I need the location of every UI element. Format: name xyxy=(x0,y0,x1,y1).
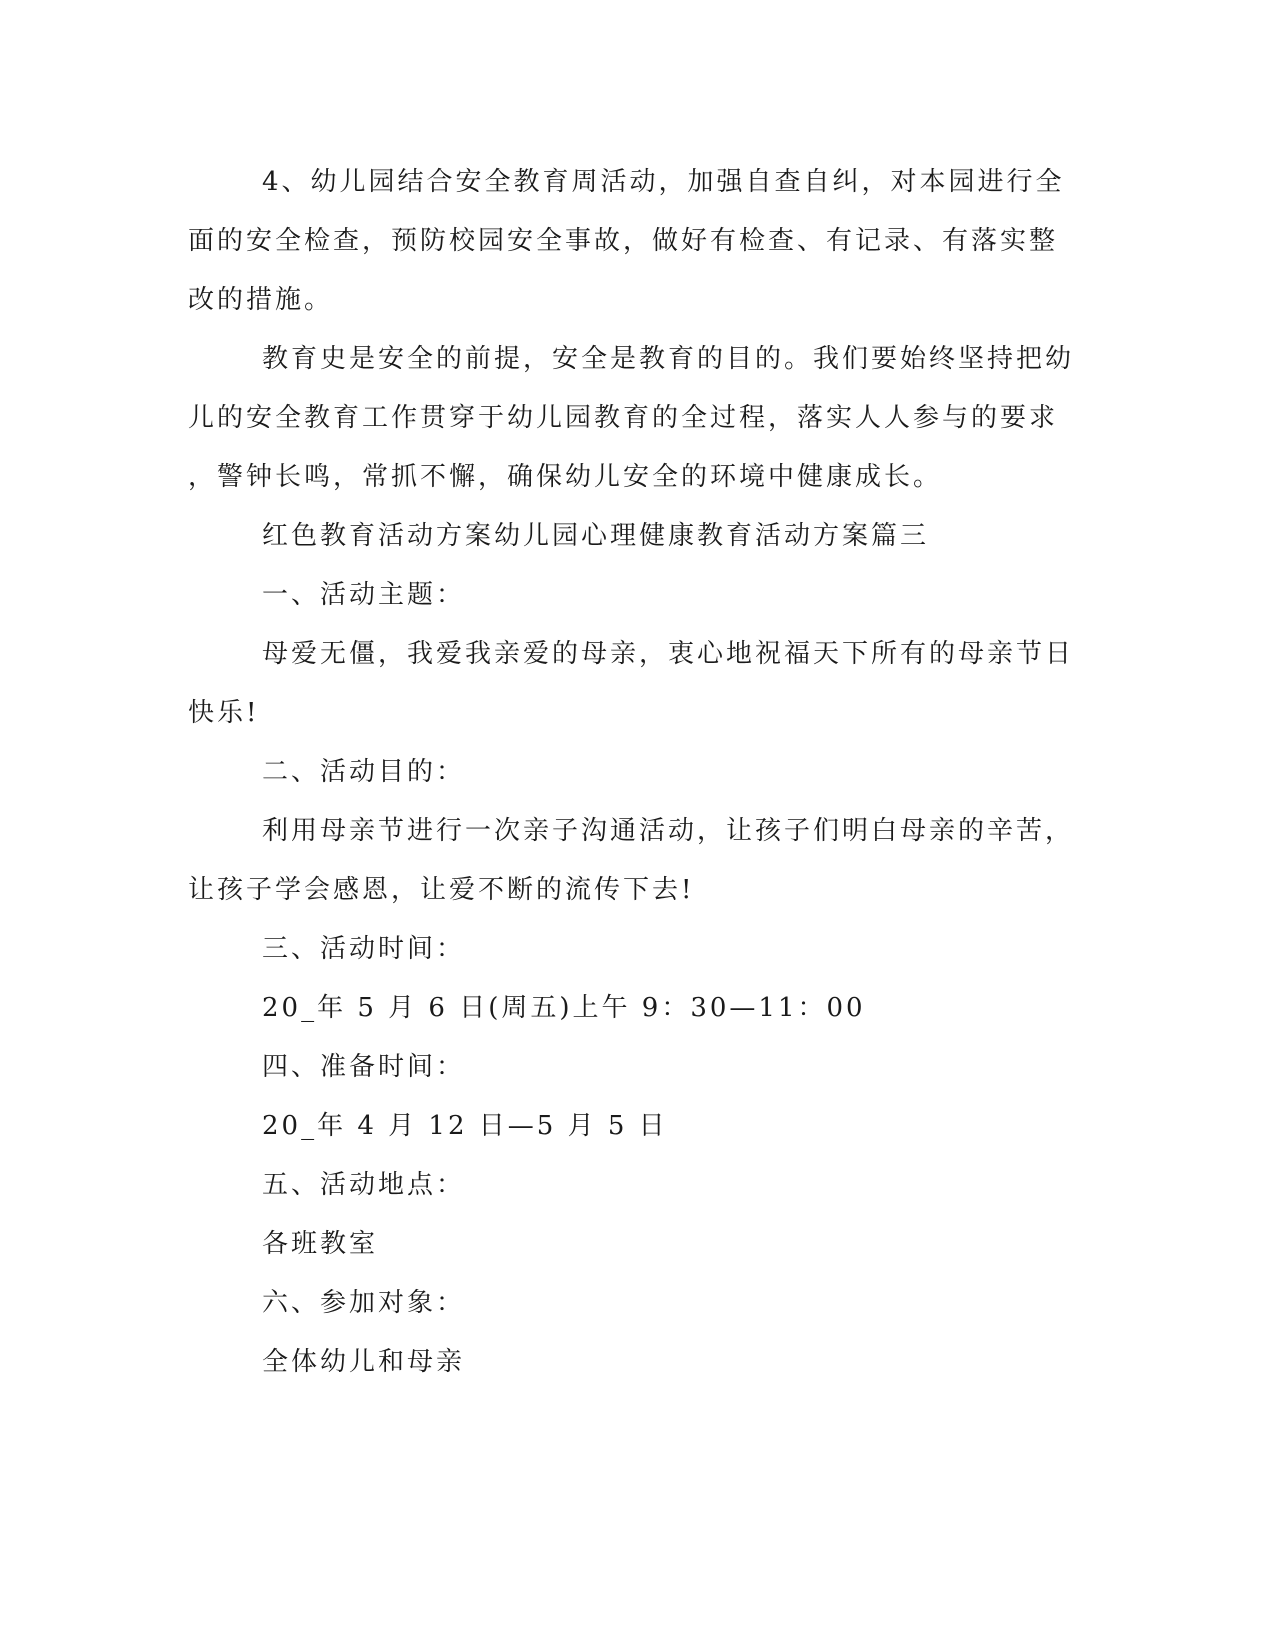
section-title: 红色教育活动方案幼儿园心理健康教育活动方案篇三 xyxy=(262,521,930,551)
time-text: 20_年 5 月 6 日(周五)上午 9：30—11：00 xyxy=(262,993,866,1023)
participants-text: 全体幼儿和母亲 xyxy=(262,1347,466,1377)
prep-time-text: 20_年 4 月 12 日—5 月 5 日 xyxy=(262,1111,668,1141)
paragraph-2-line-2: 儿的安全教育工作贯穿于幼儿园教育的全过程，落实人人参与的要求 xyxy=(188,403,1059,433)
heading-time: 三、活动时间： xyxy=(262,934,466,964)
paragraph-1-line-2: 面的安全检查，预防校园安全事故，做好有检查、有记录、有落实整 xyxy=(188,226,1059,256)
heading-theme: 一、活动主题： xyxy=(262,580,466,610)
paragraph-2-line-3: ，警钟长鸣，常抓不懈，确保幼儿安全的环境中健康成长。 xyxy=(188,462,943,492)
heading-participants: 六、参加对象： xyxy=(262,1288,466,1318)
purpose-text-line-1: 利用母亲节进行一次亲子沟通活动，让孩子们明白母亲的辛苦， xyxy=(262,816,1075,846)
location-text: 各班教室 xyxy=(262,1229,379,1259)
paragraph-1-line-1: 4、幼儿园结合安全教育周活动，加强自查自纠，对本园进行全 xyxy=(262,167,1065,197)
heading-purpose: 二、活动目的： xyxy=(262,757,466,787)
paragraph-1-line-3: 改的措施。 xyxy=(188,285,334,315)
paragraph-2-line-1: 教育史是安全的前提，安全是教育的目的。我们要始终坚持把幼 xyxy=(262,344,1075,374)
theme-text-line-2: 快乐! xyxy=(188,698,260,728)
theme-text-line-1: 母爱无僵，我爱我亲爱的母亲，衷心地祝福天下所有的母亲节日 xyxy=(262,639,1075,669)
purpose-text-line-2: 让孩子学会感恩，让爱不断的流传下去! xyxy=(188,875,695,905)
heading-prep-time: 四、准备时间： xyxy=(262,1052,466,1082)
heading-location: 五、活动地点： xyxy=(262,1170,466,1200)
